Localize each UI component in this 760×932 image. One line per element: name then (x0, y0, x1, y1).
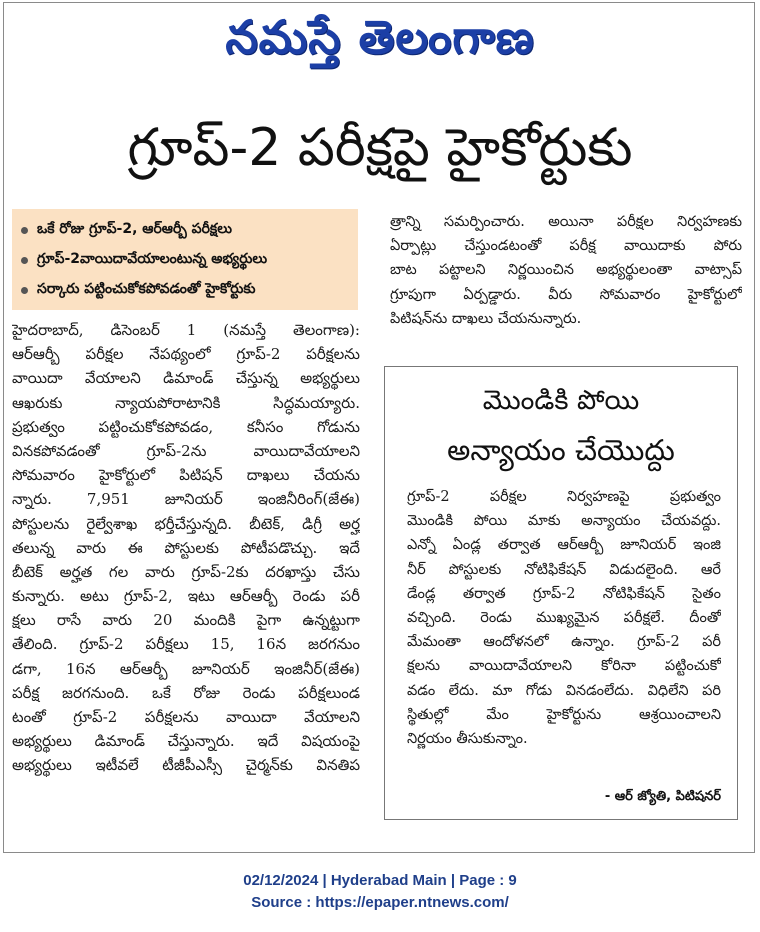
quote-line: మేమంతా ఆందోళనలో ఉన్నాం. గ్రూప్-2 పరీ (407, 634, 721, 651)
highlight-item (16, 245, 352, 275)
body-line: పిటిషన్‌ను దాఖలు చేయనున్నారు. (390, 310, 582, 327)
highlights-box (12, 209, 358, 310)
article-body (12, 318, 360, 846)
masthead-logo: నమస్తే తెలంగాణ (225, 10, 535, 64)
body-line: కున్నారు. అటు గ్రూప్-2, ఇటు ఆర్ఆర్బీ రెండు పరీ (12, 587, 360, 606)
bullet-icon (21, 257, 28, 264)
body-line: వినకపోవడంతో గ్రూప్-2ను వాయిదావేయాలని (12, 441, 360, 460)
bullet-icon (21, 287, 28, 294)
quote-line: డేండ్ల తర్వాత గ్రూప్-2 నోటిఫికేషన్ సైతం (407, 585, 721, 602)
body-line: బీటెక్ అర్హత గల వారు గ్రూప్-2కు దరఖాస్తు చేసు (12, 562, 360, 581)
footer-edition-info: 02/12/2024 | Hyderabad Main | Page : 9 (243, 872, 517, 889)
body-line: పరీక్ష జరగనుంది. ఒకే రోజు రెండు పరీక్షలుండ (12, 683, 360, 702)
body-line: ఆఖరుకు న్యాయపోరాటానికి సిద్ధమయ్యారు. (12, 393, 360, 412)
body-line: ప్రభుత్వం పట్టించుకోకపోవడం, కనీసం గోడును (12, 417, 360, 436)
body-line: త్రాన్ని సమర్పించారు. అయినా పరీక్షల నిర్వహణకు (390, 214, 742, 230)
body-line: ఏర్పాట్లు చేస్తుండటంతో పరీక్ష వాయిదాకు పోరు (390, 238, 742, 255)
highlight-item (16, 275, 352, 305)
quote-box (384, 366, 738, 820)
quote-title-line1: మొండికి పోయి (482, 385, 640, 416)
quote-line: ఎన్నో ఏండ్ల తర్వాత ఆర్ఆర్బీ జూనియర్ ఇంజి (407, 537, 721, 554)
quote-line: క్షలను వాయిదావేయాలని కోరినా పట్టించుకో (407, 658, 721, 675)
quote-title-line2: అన్యాయం చేయొద్దు (447, 433, 675, 467)
quote-signature: - ఆర్ జ్యోతి, పిటిషనర్ (604, 789, 721, 804)
quote-line: నీర్ పోస్టులకు నోటిఫికేషన్ విడుదలైంది. ఆరే (407, 561, 721, 578)
body-line: పోస్టులను రైల్వేశాఖ భర్తీచేస్తున్నది. బీటెక్, డిగ్రీ అర్హ (12, 514, 360, 533)
quote-line: స్థితుల్లో మేం హైకోర్టును ఆశ్రయించాలని (407, 706, 721, 723)
highlight-text: సర్కారు పట్టించుకోకపోవడంతో హైకోర్టుకు (37, 280, 256, 297)
body-line: టంతో గ్రూప్-2 పరీక్షలను వాయిదా వేయాలని (12, 708, 360, 726)
highlight-text: గ్రూప్-2వాయిదావేయాలంటున్న అభ్యర్థులు (37, 250, 268, 267)
quote-body (407, 485, 721, 765)
footer-source-link[interactable]: Source : https://epaper.ntnews.com/ (251, 894, 509, 911)
quote-line: వడం లేదు. మా గోడు వినడంలేదు. విధిలేని పరి (407, 682, 721, 699)
body-line: డగా, 16న ఆర్ఆర్బీ జూనియర్ ఇంజినీర్(జేఈ) (12, 659, 360, 678)
highlight-item (16, 215, 352, 245)
body-line: సోమవారం హైకోర్టులో పిటిషన్ దాఖలు చేయను (12, 466, 360, 485)
highlight-text: ఒకే రోజు గ్రూప్-2, ఆర్ఆర్బీ పరీక్షలు (37, 220, 232, 237)
body-line: తేలింది. గ్రూప్-2 పరీక్షలు 15, 16న జరగనుం (12, 635, 360, 654)
quote-line: మొండికి పోయి మాకు అన్యాయం చేయవద్దు. (407, 513, 721, 530)
body-line: క్షలు రాసే వారు 20 మందికి పైగా ఉన్నట్టుగా (12, 611, 360, 630)
bullet-icon (21, 227, 28, 234)
body-line: అభ్యర్థులు ఇటీవలే టీజీపీఎస్సీ చైర్మన్‌కు వినతిప (12, 756, 360, 775)
body-line: అభ్యర్థులు డిమాండ్ చేస్తున్నారు. ఇదే విషయంపై (12, 732, 360, 751)
quote-line: వచ్చింది. రెండు ముఖ్యమైన పరీక్షలే. దీంతో (407, 609, 721, 626)
body-line: బాట పట్టాలని నిర్ణయించిన అభ్యర్థులంతా వాట్సాప్ (390, 262, 742, 279)
article-continuation (390, 210, 742, 340)
body-line: హైదరాబాద్, డిసెంబర్ 1 (నమస్తే తెలంగాణ): (12, 321, 360, 339)
headline: గ్రూప్-2 పరీక్షపై హైకోర్టుకు (127, 118, 633, 178)
body-line: గ్రూపుగా ఏర్పడ్డారు. వీరు సోమవారం హైకోర్టులో (390, 286, 742, 303)
quote-line: గ్రూప్-2 పరీక్షల నిర్వహణపై ప్రభుత్వం (407, 489, 721, 505)
body-line: తలున్న వారు ఈ పోస్టులకు పోటీపడొచ్చు. ఇదే (12, 538, 360, 557)
body-line: వాయిదా వేయాలని డిమాండ్ చేస్తున్న అభ్యర్థులు (12, 369, 360, 388)
body-line: ఆర్ఆర్బీ పరీక్షల నేపథ్యంలో గ్రూప్-2 పరీక్షలను (12, 345, 360, 364)
body-line: న్నారు. 7,951 జూనియర్ ఇంజినీరింగ్(జేఈ) (12, 490, 360, 509)
quote-line: నిర్ణయం తీసుకున్నాం. (407, 730, 528, 747)
